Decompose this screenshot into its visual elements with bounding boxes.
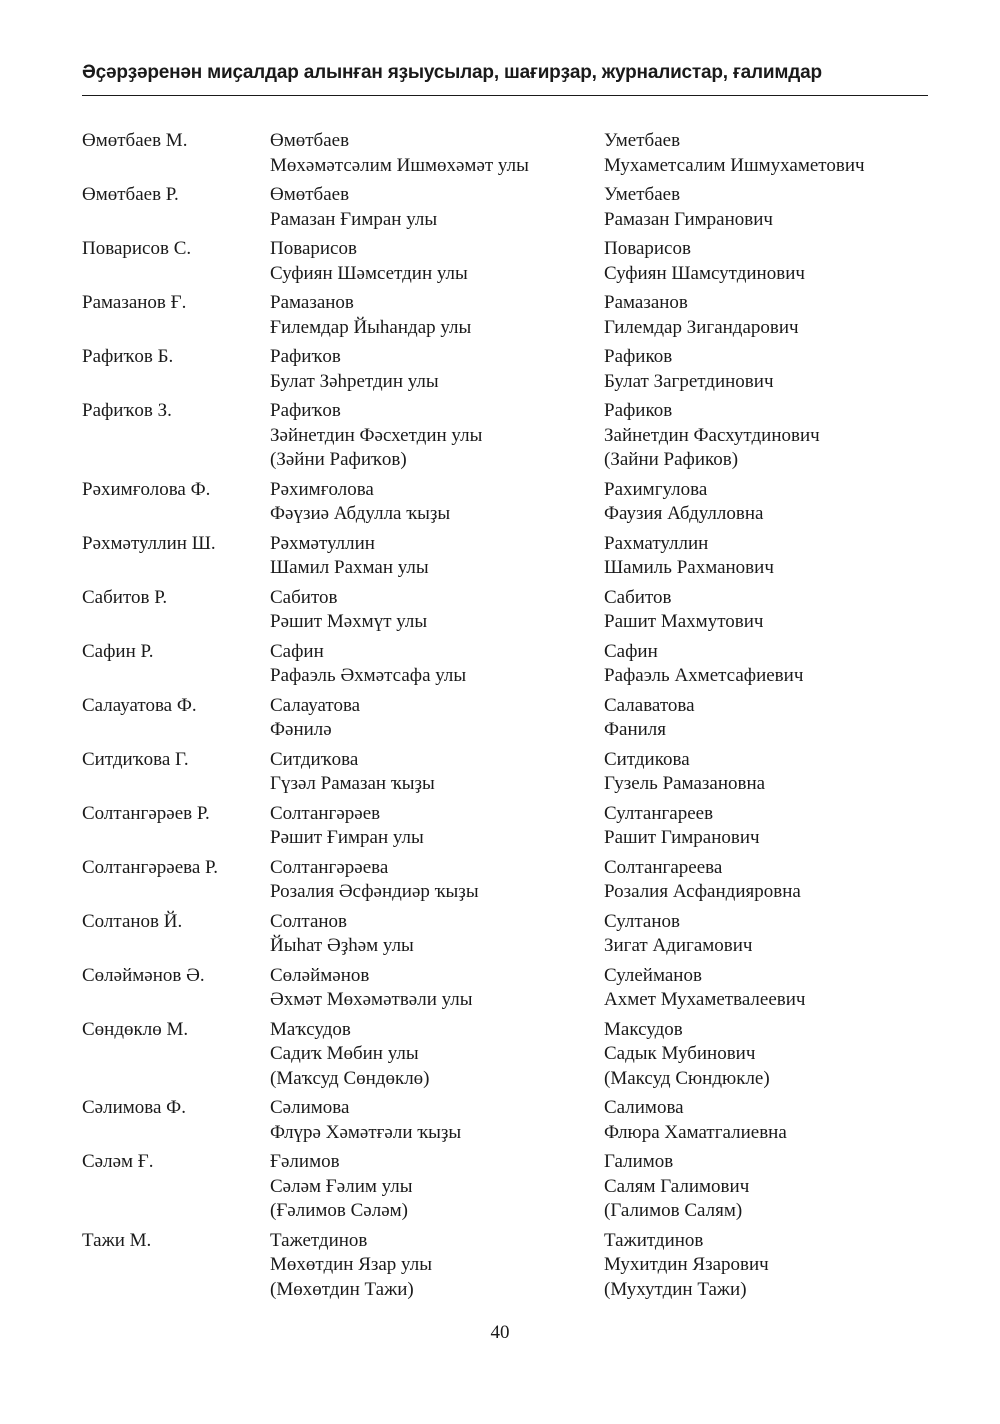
author-short-name	[82, 478, 270, 527]
author-russian-name	[604, 183, 944, 232]
russian-name-line: Суфиян Шамсутдинович	[604, 262, 805, 284]
russian-name-line: Розалия Асфандияровна	[604, 881, 801, 902]
russian-name-line: Уметбаев	[604, 184, 681, 205]
russian-name-line: (Мухутдин Тажи)	[604, 1278, 747, 1300]
bashkir-name-line: Рамазанов	[270, 292, 354, 313]
author-russian-name	[604, 129, 944, 178]
russian-name-line: Султангареев	[604, 802, 714, 824]
bashkir-name-line: Садиҡ Мөбин улы	[270, 1043, 419, 1064]
bashkir-name-line: Мөхәмәтсәлим Ишмөхәмәт улы	[270, 154, 529, 176]
author-bashkir-name	[270, 910, 604, 959]
short-name-text: Тажи М.	[82, 1229, 152, 1251]
author-bashkir-name	[270, 532, 604, 581]
author-entry	[82, 129, 962, 178]
author-bashkir-name	[270, 291, 604, 340]
russian-name-line: (Максуд Сюндюкле)	[604, 1067, 770, 1089]
short-name-text: Солтангәрәев Р.	[82, 802, 210, 824]
bashkir-name-line: Поварисов	[270, 238, 357, 259]
bashkir-name-line: Маҡсудов	[270, 1018, 351, 1040]
page-header-title: Әҫәрҙәренән миҫалдар алынған яҙыусылар, шағирҙар, журналистар, ғалимдар	[82, 62, 822, 83]
author-russian-name	[604, 399, 944, 473]
author-short-name	[82, 694, 270, 743]
author-entry	[82, 964, 962, 1013]
short-name-text: Сәләм Ғ.	[82, 1151, 154, 1172]
bashkir-name-line: Фәүзиә Абдулла ҡыҙы	[270, 503, 451, 524]
russian-name-line: Максудов	[604, 1018, 683, 1040]
bashkir-name-line: Солтангәрәев	[270, 802, 381, 824]
bashkir-name-line: (Маҡсуд Сөндөклө)	[270, 1067, 430, 1089]
author-short-name	[82, 399, 270, 473]
author-bashkir-name	[270, 129, 604, 178]
author-bashkir-name	[270, 586, 604, 635]
russian-name-line: Рамазан Гимранович	[604, 208, 773, 230]
author-russian-name	[604, 1096, 944, 1145]
russian-name-line: Тажитдинов	[604, 1229, 704, 1251]
author-short-name	[82, 802, 270, 851]
bashkir-name-line: Шамил Рахман улы	[270, 557, 429, 578]
author-russian-name	[604, 694, 944, 743]
author-russian-name	[604, 640, 944, 689]
author-bashkir-name	[270, 1096, 604, 1145]
russian-name-line: Рафиков	[604, 400, 673, 421]
russian-name-line: Рафиков	[604, 346, 673, 367]
author-entry	[82, 586, 962, 635]
author-bashkir-name	[270, 640, 604, 689]
bashkir-name-line: Рафаэль Әхмәтсафа улы	[270, 665, 467, 686]
russian-name-line: Уметбаев	[604, 130, 681, 151]
author-bashkir-name	[270, 1150, 604, 1224]
author-short-name	[82, 183, 270, 232]
russian-name-line: Флюра Хаматгалиевна	[604, 1121, 787, 1143]
author-bashkir-name	[270, 748, 604, 797]
author-bashkir-name	[270, 1229, 604, 1303]
russian-name-line: Солтангареева	[604, 856, 723, 878]
short-name-text: Сабитов Р.	[82, 586, 168, 608]
short-name-text: Рамазанов Ғ.	[82, 292, 187, 313]
author-russian-name	[604, 586, 944, 635]
bashkir-name-line: Гүзәл Рамазан ҡыҙы	[270, 773, 435, 794]
bashkir-name-line: Ғилемдар Йыһандар улы	[270, 316, 472, 338]
author-entry	[82, 478, 962, 527]
russian-name-line: Ситдикова	[604, 748, 690, 770]
header-divider	[82, 95, 928, 96]
short-name-text: Рәхмәтуллин Ш.	[82, 532, 216, 554]
bashkir-name-line: Өмөтбаев	[270, 130, 350, 151]
short-name-text: Өмөтбаев М.	[82, 130, 188, 151]
bashkir-name-line: Салауатова	[270, 694, 361, 716]
bashkir-name-line: Мөхөтдин Язар улы	[270, 1254, 432, 1275]
author-short-name	[82, 910, 270, 959]
author-bashkir-name	[270, 478, 604, 527]
russian-name-line: Султанов	[604, 910, 680, 932]
bashkir-name-line: Рәшит Мәхмүт улы	[270, 611, 428, 632]
bashkir-name-line: Өмөтбаев	[270, 184, 350, 205]
author-entry	[82, 1150, 962, 1224]
author-russian-name	[604, 856, 944, 905]
russian-name-line: Мухаметсалим Ишмухаметович	[604, 154, 865, 176]
short-name-text: Солтангәрәева Р.	[82, 856, 218, 878]
russian-name-line: Мухитдин Язарович	[604, 1254, 769, 1275]
russian-name-line: Галимов	[604, 1151, 674, 1172]
russian-name-line: Рахматуллин	[604, 532, 709, 554]
author-short-name	[82, 1150, 270, 1224]
russian-name-line: Сафин	[604, 640, 658, 662]
russian-name-line: (Галимов Салям)	[604, 1200, 743, 1221]
russian-name-line: Зигат Адигамович	[604, 935, 753, 956]
bashkir-name-line: Сабитов	[270, 586, 338, 608]
russian-name-line: Фаузия Абдулловна	[604, 503, 764, 524]
bashkir-name-line: Булат Зәһретдин улы	[270, 370, 439, 392]
author-entry	[82, 694, 962, 743]
author-short-name	[82, 964, 270, 1013]
short-name-text: Салауатова Ф.	[82, 694, 197, 716]
author-entry	[82, 1229, 962, 1303]
author-short-name	[82, 748, 270, 797]
author-short-name	[82, 129, 270, 178]
russian-name-line: Фаниля	[604, 719, 667, 740]
russian-name-line: Зайнетдин Фасхутдинович	[604, 424, 820, 446]
bashkir-name-line: Тажетдинов	[270, 1229, 368, 1251]
author-bashkir-name	[270, 856, 604, 905]
author-entry	[82, 1018, 962, 1092]
short-name-text: Ситдиҡова Г.	[82, 748, 189, 770]
author-bashkir-name	[270, 964, 604, 1013]
author-bashkir-name	[270, 237, 604, 286]
bashkir-name-line: Сөләймәнов	[270, 964, 370, 986]
author-short-name	[82, 237, 270, 286]
short-name-text: Рәхимғолова Ф.	[82, 478, 211, 500]
author-russian-name	[604, 478, 944, 527]
author-russian-name	[604, 1229, 944, 1303]
author-entry	[82, 640, 962, 689]
short-name-text: Поварисов С.	[82, 238, 192, 259]
bashkir-name-line: Сәләм Ғәлим улы	[270, 1175, 413, 1197]
author-list	[82, 129, 962, 1307]
author-entry	[82, 1096, 962, 1145]
author-entry	[82, 856, 962, 905]
author-entry	[82, 399, 962, 473]
russian-name-line: Ахмет Мухаметвалеевич	[604, 989, 806, 1010]
bashkir-name-line: Йыһат Әҙһәм улы	[270, 935, 414, 956]
russian-name-line: Сабитов	[604, 586, 672, 608]
bashkir-name-line: Рафиҡов	[270, 400, 341, 421]
russian-name-line: Рашит Махмутович	[604, 611, 764, 632]
author-bashkir-name	[270, 694, 604, 743]
short-name-text: Сөләймәнов Ә.	[82, 964, 205, 986]
author-russian-name	[604, 802, 944, 851]
bashkir-name-line: Розалия Әсфәндиәр ҡыҙы	[270, 881, 479, 902]
short-name-text: Сөндөклө М.	[82, 1018, 189, 1040]
author-russian-name	[604, 1018, 944, 1092]
russian-name-line: (Зайни Рафиков)	[604, 449, 739, 470]
author-bashkir-name	[270, 1018, 604, 1092]
author-bashkir-name	[270, 802, 604, 851]
short-name-text: Сәлимова Ф.	[82, 1097, 186, 1118]
bashkir-name-line: Рәхимғолова	[270, 478, 374, 500]
russian-name-line: Салаватова	[604, 694, 695, 716]
author-entry	[82, 802, 962, 851]
author-entry	[82, 532, 962, 581]
author-russian-name	[604, 748, 944, 797]
bashkir-name-line: Фәнилә	[270, 719, 332, 740]
author-bashkir-name	[270, 399, 604, 473]
author-russian-name	[604, 237, 944, 286]
bashkir-name-line: (Ғәлимов Сәләм)	[270, 1200, 409, 1221]
russian-name-line: Поварисов	[604, 238, 691, 259]
author-russian-name	[604, 532, 944, 581]
bashkir-name-line: Рафиҡов	[270, 346, 341, 367]
author-short-name	[82, 1229, 270, 1303]
short-name-text: Солтанов Й.	[82, 910, 183, 932]
russian-name-line: Садык Мубинович	[604, 1043, 756, 1064]
russian-name-line: Гилемдар Зигандарович	[604, 316, 799, 338]
russian-name-line: Гузель Рамазановна	[604, 773, 766, 794]
short-name-text: Сафин Р.	[82, 640, 154, 662]
author-russian-name	[604, 345, 944, 394]
bashkir-name-line: Зәйнетдин Фәсхетдин улы	[270, 424, 483, 446]
bashkir-name-line: Сафин	[270, 640, 324, 662]
author-entry	[82, 910, 962, 959]
author-short-name	[82, 345, 270, 394]
bashkir-name-line: (Зәйни Рафиҡов)	[270, 449, 407, 470]
russian-name-line: Салимова	[604, 1097, 684, 1118]
author-russian-name	[604, 1150, 944, 1224]
bashkir-name-line: Флүрә Хәмәтғәли ҡыҙы	[270, 1121, 462, 1143]
author-entry	[82, 183, 962, 232]
bashkir-name-line: Рамазан Ғимран улы	[270, 208, 438, 230]
author-short-name	[82, 1096, 270, 1145]
author-short-name	[82, 586, 270, 635]
author-short-name	[82, 640, 270, 689]
bashkir-name-line: Ситдиҡова	[270, 748, 359, 770]
bashkir-name-line: Ғәлимов	[270, 1151, 340, 1172]
author-entry	[82, 291, 962, 340]
russian-name-line: Сулейманов	[604, 964, 702, 986]
author-entry	[82, 237, 962, 286]
short-name-text: Рафиҡов Б.	[82, 346, 174, 367]
bashkir-name-line: Солтанов	[270, 910, 348, 932]
russian-name-line: Рахимгулова	[604, 478, 708, 500]
bashkir-name-line: (Мөхөтдин Тажи)	[270, 1278, 414, 1300]
author-bashkir-name	[270, 345, 604, 394]
russian-name-line: Рашит Гимранович	[604, 827, 760, 848]
bashkir-name-line: Суфиян Шәмсетдин улы	[270, 262, 468, 284]
bashkir-name-line: Солтангәрәева	[270, 856, 389, 878]
bashkir-name-line: Әхмәт Мөхәмәтвәли улы	[270, 989, 473, 1010]
russian-name-line: Рафаэль Ахметсафиевич	[604, 665, 804, 686]
author-entry	[82, 748, 962, 797]
author-russian-name	[604, 291, 944, 340]
bashkir-name-line: Сәлимова	[270, 1097, 350, 1118]
author-russian-name	[604, 910, 944, 959]
russian-name-line: Шамиль Рахманович	[604, 557, 774, 578]
author-short-name	[82, 532, 270, 581]
russian-name-line: Булат Загретдинович	[604, 370, 774, 392]
author-short-name	[82, 1018, 270, 1092]
author-short-name	[82, 856, 270, 905]
author-bashkir-name	[270, 183, 604, 232]
short-name-text: Рафиҡов З.	[82, 400, 172, 421]
author-russian-name	[604, 964, 944, 1013]
bashkir-name-line: Рәшит Ғимран улы	[270, 827, 424, 848]
russian-name-line: Салям Галимович	[604, 1175, 750, 1197]
short-name-text: Өмөтбаев Р.	[82, 184, 179, 205]
page-number: 40	[490, 1322, 510, 1343]
author-short-name	[82, 291, 270, 340]
author-entry	[82, 345, 962, 394]
bashkir-name-line: Рәхмәтуллин	[270, 532, 375, 554]
russian-name-line: Рамазанов	[604, 292, 688, 313]
